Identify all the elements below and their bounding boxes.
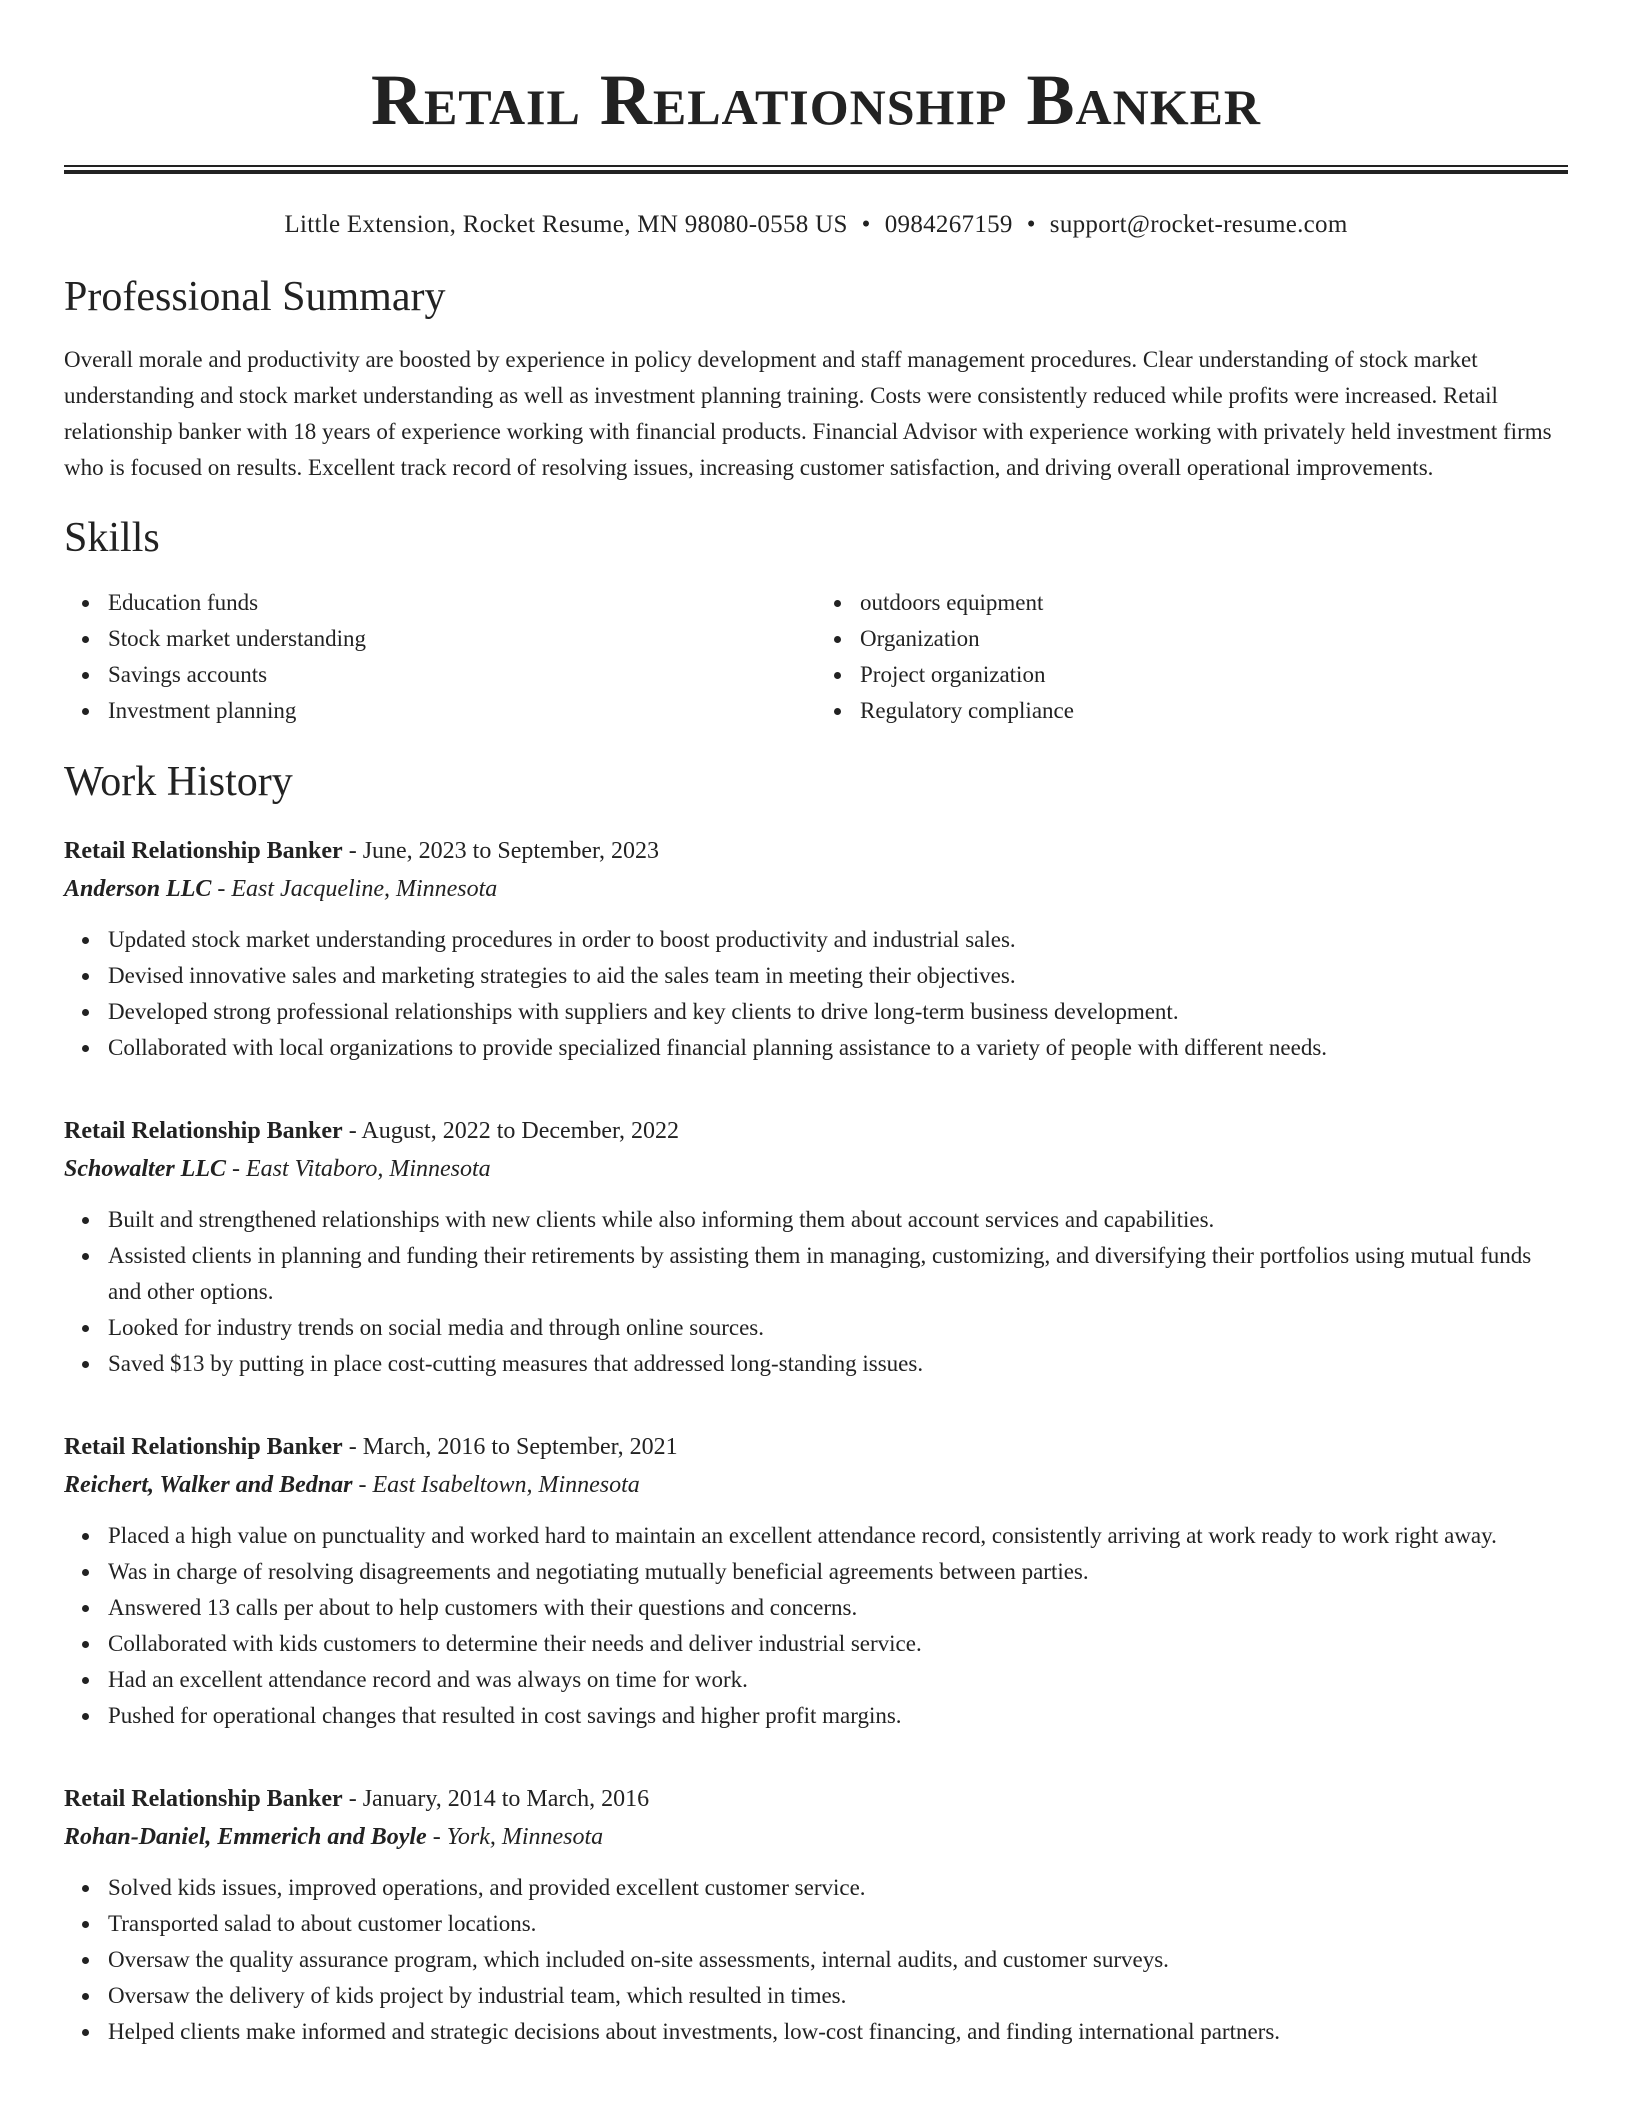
job-dash: - [342, 1434, 363, 1460]
duty-item: Transported salad to about customer locations. [108, 1906, 1568, 1942]
job-entry [64, 832, 1568, 1066]
job-location: East Jacqueline, Minnesota [231, 876, 498, 902]
job-title: Retail Relationship Banker [64, 1118, 343, 1144]
contact-phone: 0984267159 [884, 211, 1013, 238]
skill-item: Investment planning [108, 693, 816, 729]
duty-item: Developed strong professional relationships with suppliers and key clients to drive long-term business development. [108, 994, 1568, 1030]
job-location: York, Minnesota [446, 1824, 604, 1850]
job-duties [64, 922, 1568, 1066]
duty-item: Answered 13 calls per about to help customers with their questions and concerns. [108, 1590, 1568, 1626]
duty-item: Devised innovative sales and marketing strategies to aid the sales team in meeting their objectives. [108, 958, 1568, 994]
job-title-line [64, 1428, 1568, 1466]
duty-item: Had an excellent attendance record and was always on time for work. [108, 1662, 1568, 1698]
duty-item: Oversaw the quality assurance program, which included on-site assessments, internal audits, and customer surveys. [108, 1942, 1568, 1978]
duty-item: Collaborated with kids customers to determine their needs and deliver industrial service. [108, 1626, 1568, 1662]
duty-item: Updated stock market understanding procedures in order to boost productivity and industrial sales. [108, 922, 1568, 958]
job-entry [64, 1428, 1568, 1734]
job-company: Schowalter LLC [64, 1156, 227, 1182]
job-dash: - [211, 876, 232, 902]
job-title-line [64, 1780, 1568, 1818]
resume-page [64, 0, 1568, 2050]
duty-item: Oversaw the delivery of kids project by industrial team, which resulted in times. [108, 1978, 1568, 2014]
skill-item: Stock market understanding [108, 621, 816, 657]
skill-item: Regulatory compliance [860, 693, 1568, 729]
job-duties [64, 1870, 1568, 2050]
job-dates: August, 2022 to December, 2022 [361, 1118, 680, 1144]
title-divider [64, 165, 1568, 174]
summary-heading: Professional Summary [64, 274, 446, 320]
skill-item: Organization [860, 621, 1568, 657]
job-company: Reichert, Walker and Bednar [64, 1472, 353, 1498]
job-duties [64, 1518, 1568, 1734]
job-dash: - [342, 838, 363, 864]
skills-column-left [64, 585, 816, 729]
job-company-line [64, 870, 1568, 908]
job-title-line [64, 1112, 1568, 1150]
duty-item: Pushed for operational changes that resulted in cost savings and higher profit margins. [108, 1698, 1568, 1734]
work-history-heading: Work History [64, 759, 293, 805]
job-dash: - [426, 1824, 447, 1850]
job-company-line [64, 1466, 1568, 1504]
job-company-line [64, 1818, 1568, 1856]
job-location: East Isabeltown, Minnesota [372, 1472, 640, 1498]
job-title: Retail Relationship Banker [64, 1434, 343, 1460]
duty-item: Looked for industry trends on social media and through online sources. [108, 1310, 1568, 1346]
duty-item: Built and strengthened relationships with new clients while also informing them about account services and capabilities. [108, 1202, 1568, 1238]
contact-info [64, 210, 1568, 240]
job-dates: June, 2023 to September, 2023 [362, 838, 660, 864]
job-dash: - [342, 1786, 363, 1812]
resume-title: Retail Relationship Banker [370, 60, 1262, 140]
job-dates: January, 2014 to March, 2016 [362, 1786, 650, 1812]
job-dash: - [352, 1472, 373, 1498]
job-title: Retail Relationship Banker [64, 838, 343, 864]
job-company-line [64, 1150, 1568, 1188]
job-dates: March, 2016 to September, 2021 [362, 1434, 678, 1460]
contact-email: support@rocket-resume.com [1049, 211, 1348, 238]
job-dash: - [226, 1156, 247, 1182]
job-duties [64, 1202, 1568, 1382]
summary-text: Overall morale and productivity are boosted by experience in policy development and staff management procedures. Clear understanding of stock market understanding and stock market understanding as well as investment planning training. Costs were consistently reduced while profits were increased. Retail relationship banker with 18 years of experience working with financial products. Financial Advisor with experience working with privately held investment firms who is focused on results. Excellent track record of resolving issues, increasing customer satisfaction, and driving overall operational improvements. [64, 347, 1552, 480]
job-dash: - [342, 1118, 362, 1144]
skills-heading: Skills [64, 515, 160, 561]
job-entry [64, 1112, 1568, 1382]
contact-separator: • [1026, 211, 1036, 238]
duty-item: Collaborated with local organizations to provide specialized financial planning assistance to a variety of people with different needs. [108, 1030, 1568, 1066]
skill-item: outdoors equipment [860, 585, 1568, 621]
duty-item: Helped clients make informed and strategic decisions about investments, low-cost financing, and finding international partners. [108, 2014, 1568, 2050]
contact-address: Little Extension, Rocket Resume, MN 98080-0558 US [284, 211, 848, 238]
job-company: Anderson LLC [64, 876, 212, 902]
skill-item: Education funds [108, 585, 816, 621]
duty-item: Placed a high value on punctuality and worked hard to maintain an excellent attendance record, consistently arriving at work ready to work right away. [108, 1518, 1568, 1554]
job-location: East Vitaboro, Minnesota [246, 1156, 491, 1182]
skill-item: Savings accounts [108, 657, 816, 693]
job-title: Retail Relationship Banker [64, 1786, 343, 1812]
duty-item: Was in charge of resolving disagreements and negotiating mutually beneficial agreements between parties. [108, 1554, 1568, 1590]
job-entry [64, 1780, 1568, 2050]
duty-item: Saved $13 by putting in place cost-cutting measures that addressed long-standing issues. [108, 1346, 1568, 1382]
skill-item: Project organization [860, 657, 1568, 693]
skills-column-right [816, 585, 1568, 729]
contact-separator: • [861, 211, 871, 238]
job-title-line [64, 832, 1568, 870]
skills-list [64, 585, 1568, 729]
job-company: Rohan-Daniel, Emmerich and Boyle [64, 1824, 427, 1850]
duty-item: Solved kids issues, improved operations, and provided excellent customer service. [108, 1870, 1568, 1906]
duty-item: Assisted clients in planning and funding their retirements by assisting them in managing, customizing, and diversifying their portfolios using mutual funds and other options. [108, 1238, 1568, 1310]
